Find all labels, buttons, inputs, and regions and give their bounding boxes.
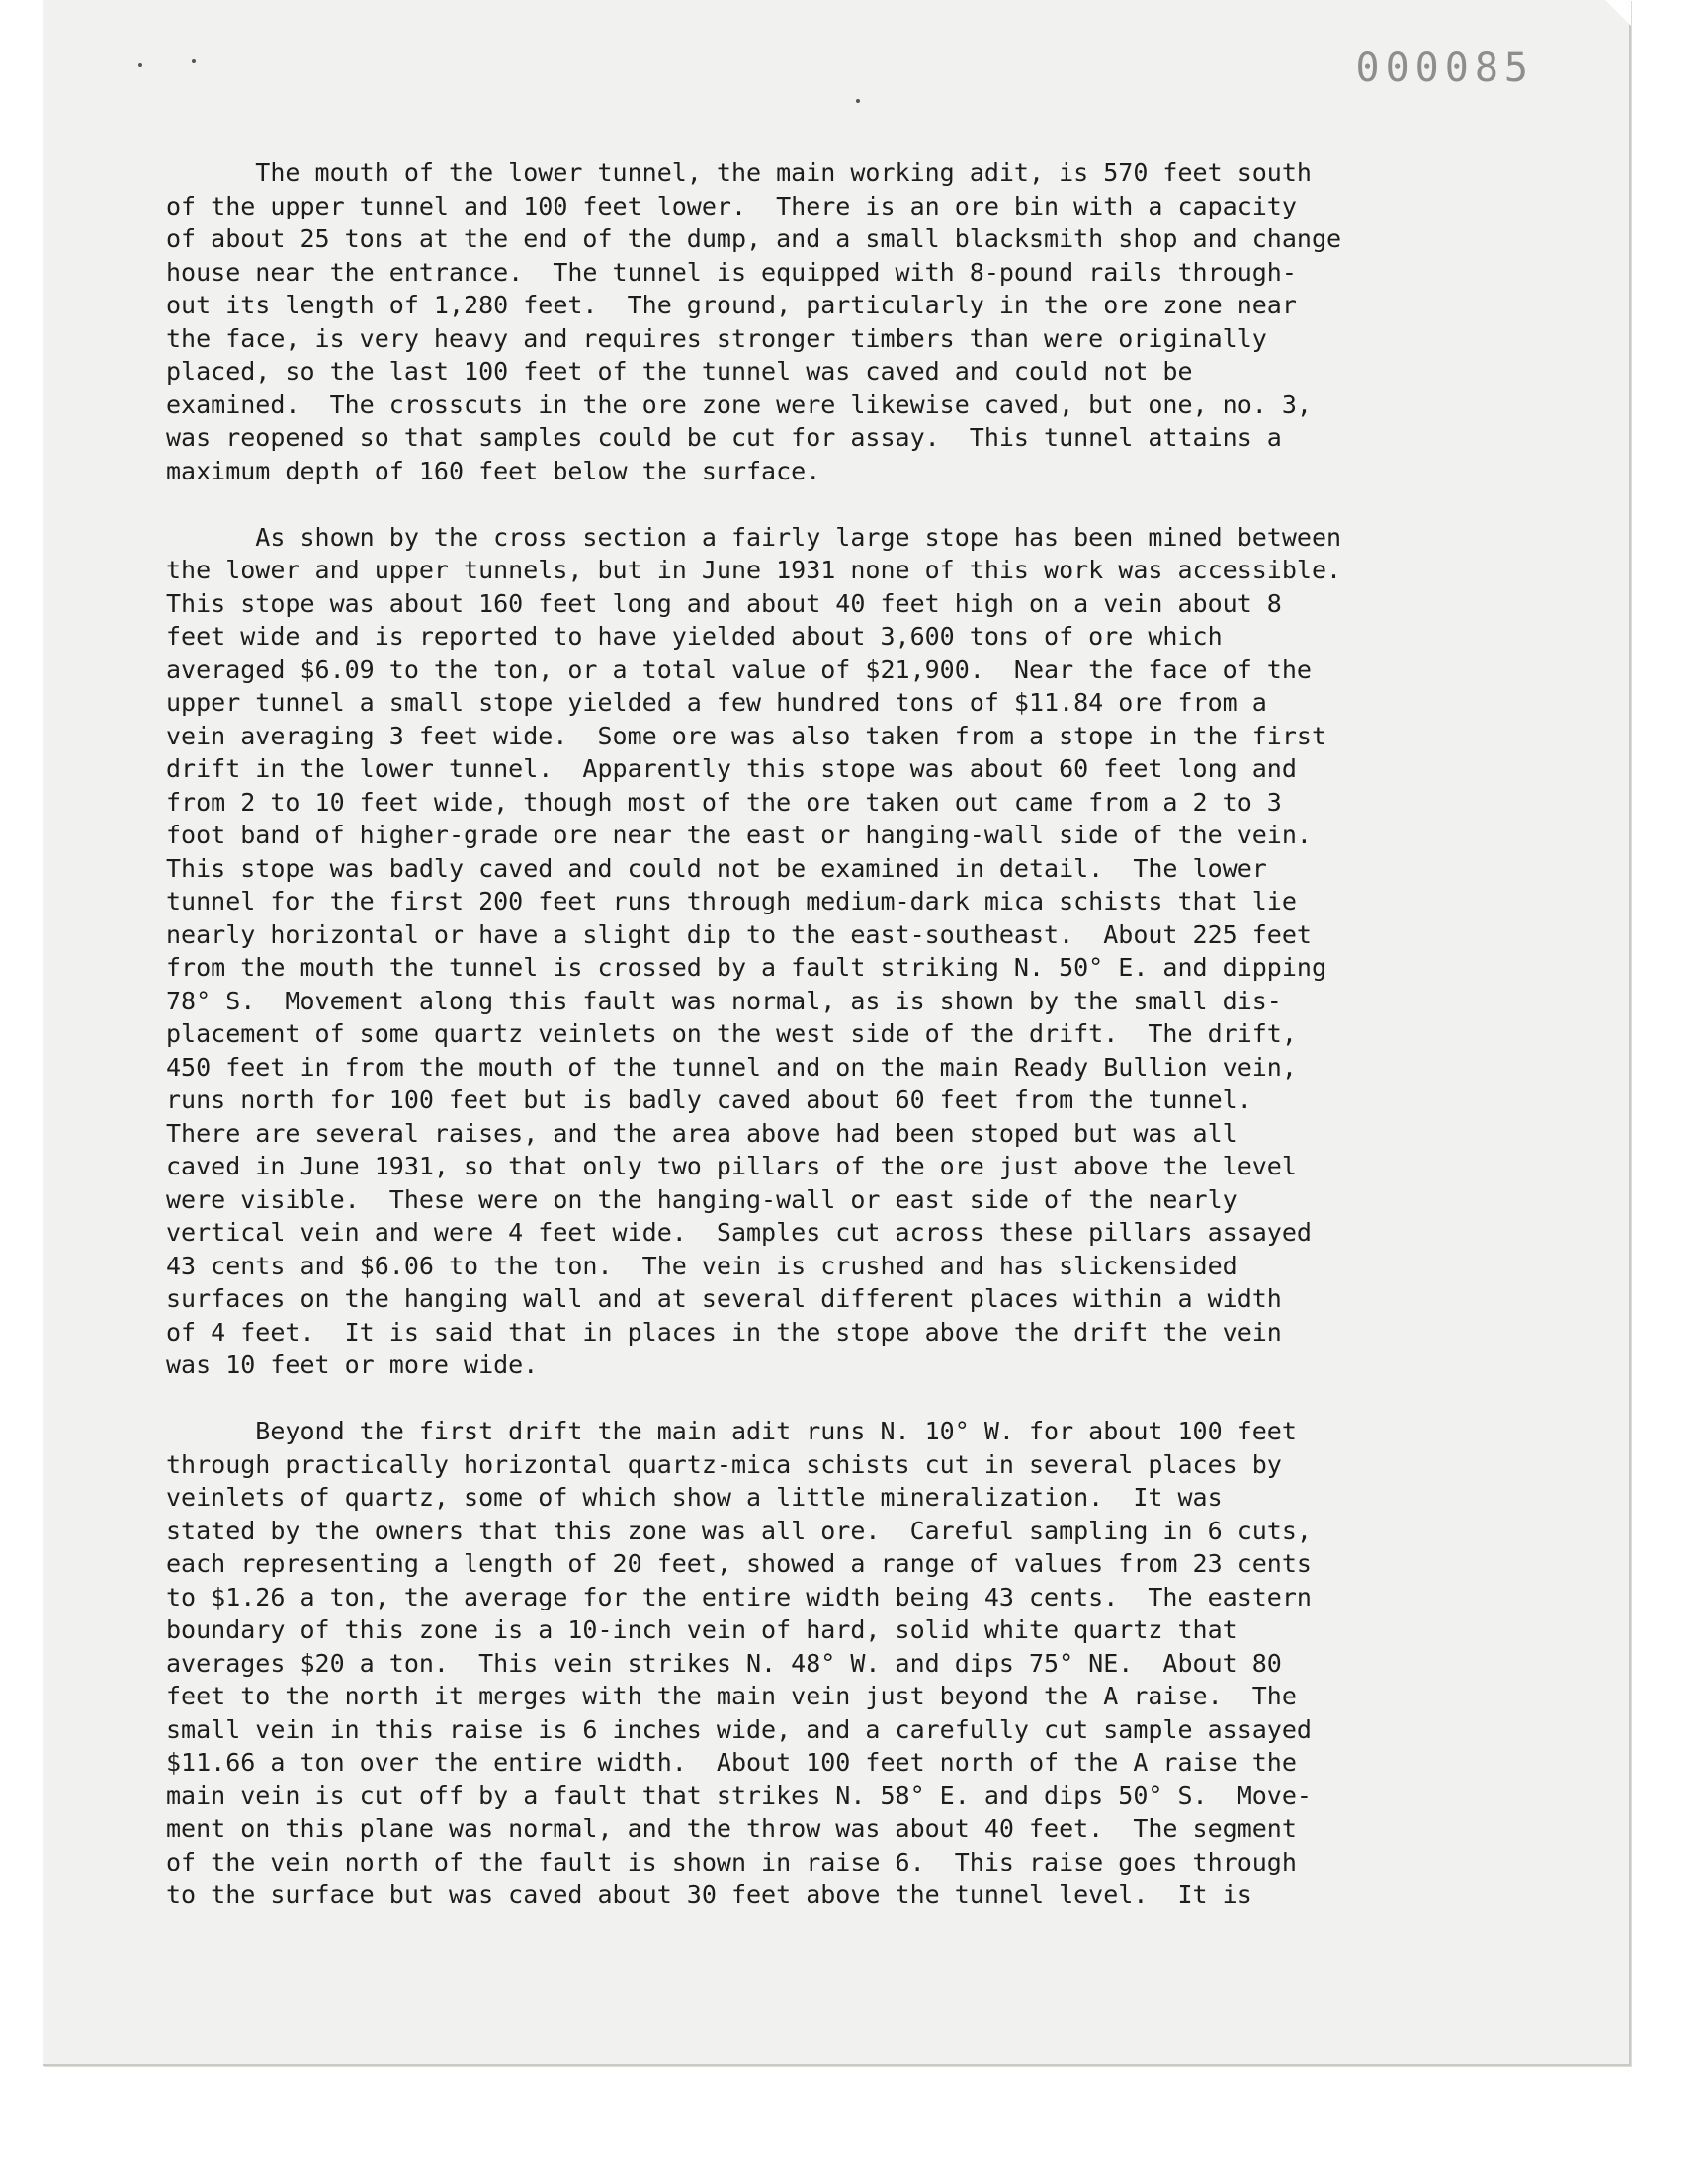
text-line: There are several raises, and the area above had been stoped but was all xyxy=(166,1118,1238,1148)
text-line: 78° S. Movement along this fault was normal, as is shown by the small dis- xyxy=(166,986,1282,1015)
text-line: upper tunnel a small stope yielded a few hundred tons of $11.84 ore from a xyxy=(166,688,1267,717)
text-line: to $1.26 a ton, the average for the entire width being 43 cents. The eastern xyxy=(166,1582,1312,1611)
text-line: This stope was badly caved and could not be examined in detail. The lower xyxy=(166,853,1267,883)
text-line: to the surface but was caved about 30 feet above the tunnel level. It is xyxy=(166,1880,1252,1909)
paragraph-stope xyxy=(166,521,1550,1382)
text-line: surfaces on the hanging wall and at several different places within a width xyxy=(166,1284,1282,1313)
text-line: This stope was about 160 feet long and about 40 feet high on a vein about 8 xyxy=(166,588,1282,618)
text-line: runs north for 100 feet but is badly caved about 60 feet from the tunnel. xyxy=(166,1086,1252,1114)
text-line: nearly horizontal or have a slight dip to the east-southeast. About 225 feet xyxy=(166,919,1312,949)
page-number: 000085 xyxy=(1355,45,1534,91)
text-line: 450 feet in from the mouth of the tunnel and on the main Ready Bullion vein, xyxy=(166,1052,1297,1082)
text-line: averaged $6.09 to the ton, or a total value of $21,900. Near the face of the xyxy=(166,654,1312,684)
text-line: The mouth of the lower tunnel, the main working adit, is 570 feet south xyxy=(166,158,1312,187)
text-line: vein averaging 3 feet wide. Some ore was also taken from a stope in the first xyxy=(166,721,1326,750)
text-line: boundary of this zone is a 10-inch vein of hard, solid white quartz that xyxy=(166,1615,1238,1644)
paragraph-first-drift xyxy=(166,1415,1550,1912)
paper-speck xyxy=(138,63,142,67)
document-page xyxy=(43,0,1631,2066)
text-line: foot band of higher-grade ore near the east or hanging-wall side of the vein. xyxy=(166,821,1312,849)
text-line: feet to the north it merges with the main vein just beyond the A raise. The xyxy=(166,1682,1297,1710)
text-line: 43 cents and $6.06 to the ton. The vein is crushed and has slickensided xyxy=(166,1251,1238,1280)
text-line: placement of some quartz veinlets on the west side of the drift. The drift, xyxy=(166,1019,1297,1048)
text-line: caved in June 1931, so that only two pillars of the ore just above the level xyxy=(166,1152,1297,1180)
text-line: were visible. These were on the hanging-wall or east side of the nearly xyxy=(166,1184,1238,1214)
text-line: from the mouth the tunnel is crossed by a fault striking N. 50° E. and dipping xyxy=(166,953,1326,982)
text-line: out its length of 1,280 feet. The ground, particularly in the ore zone near xyxy=(166,291,1297,319)
text-line: examined. The crosscuts in the ore zone were likewise caved, but one, no. 3, xyxy=(166,390,1312,419)
text-line: feet wide and is reported to have yielded about 3,600 tons of ore which xyxy=(166,622,1223,651)
text-line: ment on this plane was normal, and the throw was about 40 feet. The segment xyxy=(166,1814,1297,1843)
text-line: Beyond the first drift the main adit runs N. 10° W. for about 100 feet xyxy=(166,1417,1297,1445)
text-line: main vein is cut off by a fault that strikes N. 58° E. and dips 50° S. Move- xyxy=(166,1781,1312,1810)
text-line: vertical vein and were 4 feet wide. Samples cut across these pillars assayed xyxy=(166,1218,1312,1247)
text-line: drift in the lower tunnel. Apparently this stope was about 60 feet long and xyxy=(166,754,1297,783)
text-line: As shown by the cross section a fairly large stope has been mined between xyxy=(166,522,1342,552)
paragraph-lower-tunnel xyxy=(166,156,1550,487)
text-line: maximum depth of 160 feet below the surface. xyxy=(166,456,821,485)
text-line: of about 25 tons at the end of the dump, and a small blacksmith shop and change xyxy=(166,224,1342,253)
text-line: $11.66 a ton over the entire width. About 100 feet north of the A raise the xyxy=(166,1748,1297,1777)
text-line: of the upper tunnel and 100 feet lower. There is an ore bin with a capacity xyxy=(166,191,1297,220)
paper-speck xyxy=(192,59,196,63)
text-line: the lower and upper tunnels, but in June 1931 none of this work was accessible. xyxy=(166,556,1342,584)
page-corner xyxy=(1605,0,1631,26)
text-line: small vein in this raise is 6 inches wide, and a carefully cut sample assayed xyxy=(166,1714,1312,1744)
text-line: through practically horizontal quartz-mica schists cut in several places by xyxy=(166,1449,1282,1479)
text-line: stated by the owners that this zone was all ore. Careful sampling in 6 cuts, xyxy=(166,1516,1312,1545)
body-text xyxy=(166,156,1550,1945)
text-line: tunnel for the first 200 feet runs through medium-dark mica schists that lie xyxy=(166,887,1297,915)
text-line: veinlets of quartz, some of which show a little mineralization. It was xyxy=(166,1483,1223,1512)
text-line: averages $20 a ton. This vein strikes N. 48° W. and dips 75° NE. About 80 xyxy=(166,1648,1282,1678)
text-line: was reopened so that samples could be cut for assay. This tunnel attains a xyxy=(166,423,1282,452)
text-line: each representing a length of 20 feet, showed a range of values from 23 cents xyxy=(166,1549,1312,1578)
text-line: from 2 to 10 feet wide, though most of the ore taken out came from a 2 to 3 xyxy=(166,787,1282,817)
text-line: placed, so the last 100 feet of the tunnel was caved and could not be xyxy=(166,357,1193,386)
text-line: of 4 feet. It is said that in places in the stope above the drift the vein xyxy=(166,1317,1282,1347)
text-line: of the vein north of the fault is shown in raise 6. This raise goes through xyxy=(166,1847,1297,1876)
text-line: was 10 feet or more wide. xyxy=(166,1350,539,1379)
text-line: house near the entrance. The tunnel is equipped with 8-pound rails through- xyxy=(166,257,1297,287)
text-line: the face, is very heavy and requires stronger timbers than were originally xyxy=(166,323,1267,353)
paper-speck xyxy=(856,99,860,103)
